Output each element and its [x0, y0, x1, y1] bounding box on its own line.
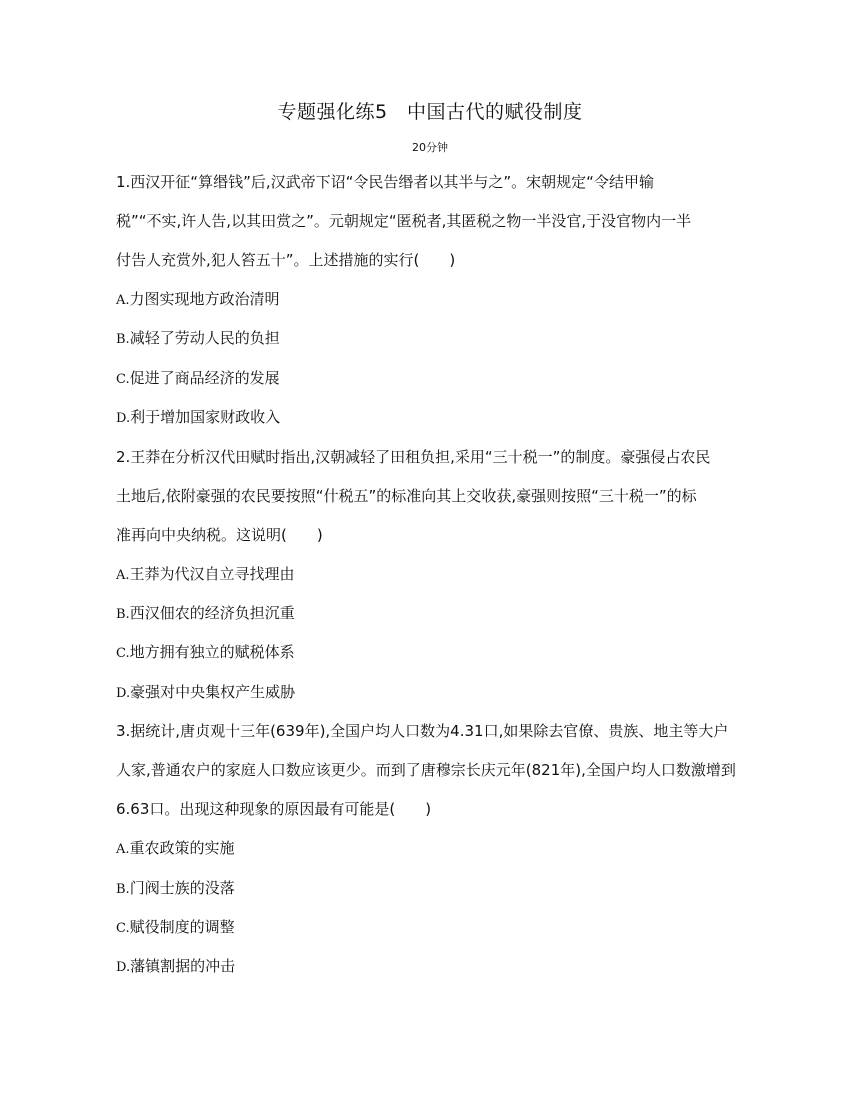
option-text: 促进了商品经济的发展 — [129, 368, 280, 387]
question-stem-text: 3.据统计,唐贞观十三年(639年),全国户均人口数为4.31口,如果除去官僚、贵族、地主等大户 — [116, 722, 729, 741]
option-text: 藩镇割据的冲击 — [130, 957, 236, 976]
option-text: 豪强对中央集权产生威胁 — [130, 682, 296, 701]
question-stem-line — [116, 484, 756, 523]
option-letter: C. — [116, 920, 130, 936]
page-title: 专题强化练5 中国古代的赋役制度 — [277, 101, 583, 123]
option-text: 利于增加国家财政收入 — [130, 408, 281, 427]
option-text: 力图实现地方政治清明 — [129, 290, 280, 308]
option-letter: D. — [116, 685, 131, 701]
question-stem-line — [116, 758, 756, 797]
question-stem-line — [116, 719, 756, 758]
question-stem-line — [116, 797, 756, 836]
option-text: 重农政策的实施 — [129, 839, 235, 858]
option-text: 减轻了劳动人民的负担 — [129, 329, 280, 348]
option-letter: D. — [116, 411, 131, 427]
option-letter: B. — [116, 606, 130, 622]
option-a[interactable] — [116, 287, 756, 326]
question-stem-line — [116, 209, 756, 248]
option-text: 西汉佃农的经济负担沉重 — [129, 603, 295, 622]
option-text: 地方拥有独立的赋税体系 — [129, 643, 295, 662]
option-letter: A. — [116, 293, 130, 308]
question-stem-line — [116, 248, 756, 287]
option-letter: A. — [116, 842, 130, 858]
option-a[interactable] — [116, 562, 756, 601]
question-stem-text: 1.西汉开征“算缗钱”后,汉武帝下诏“令民告缗者以其半与之”。宋朝规定“令结甲输 — [116, 173, 654, 191]
question-stem-text: 土地后,依附豪强的农民要按照“什税五”的标准向其上交收获,豪强则按照“三十税一”的标 — [116, 486, 697, 505]
option-b[interactable] — [116, 601, 756, 640]
option-letter: C. — [116, 646, 130, 662]
option-letter: B. — [116, 881, 130, 897]
option-text: 王莽为代汉自立寻找理由 — [129, 564, 295, 583]
question-stem-line — [116, 523, 756, 562]
option-c[interactable] — [116, 640, 756, 679]
question-stem-text: 税”“不实,许人告,以其田赏之”。元朝规定“匿税者,其匿税之物一半没官,于没官物内一半 — [116, 212, 692, 230]
option-letter: D. — [116, 960, 131, 976]
question-stem-line — [116, 445, 756, 484]
time-limit: 20分钟 — [412, 141, 448, 154]
question-3 — [116, 719, 756, 994]
option-letter: C. — [116, 371, 130, 387]
question-stem-text: 2.王莽在分析汉代田赋时指出,汉朝减轻了田租负担,采用“三十税一”的制度。豪强侵占农民 — [116, 447, 711, 466]
question-stem-text: 人家,普通农户的家庭人口数应该更少。而到了唐穆宗长庆元年(821年),全国户均人口数激增到 — [116, 761, 736, 780]
option-c[interactable] — [116, 366, 756, 405]
question-stem-text: 付告人充赏外,犯人笞五十”。上述措施的实行( ) — [116, 251, 456, 269]
option-letter: B. — [116, 332, 130, 348]
question-stem-line — [116, 170, 756, 209]
option-d[interactable] — [116, 680, 756, 719]
question-1 — [116, 170, 756, 445]
option-a[interactable] — [116, 836, 756, 875]
question-list — [116, 170, 756, 994]
question-stem-text: 准再向中央纳税。这说明( ) — [116, 525, 323, 544]
question-2 — [116, 445, 756, 720]
option-d[interactable] — [116, 405, 756, 444]
question-stem-text: 6.63口。出现这种现象的原因最有可能是( ) — [116, 800, 432, 819]
option-text: 赋役制度的调整 — [129, 917, 235, 936]
option-c[interactable] — [116, 915, 756, 954]
option-d[interactable] — [116, 954, 756, 993]
option-b[interactable] — [116, 326, 756, 365]
option-letter: A. — [116, 567, 130, 583]
option-b[interactable] — [116, 876, 756, 915]
option-text: 门阀士族的没落 — [129, 878, 235, 897]
